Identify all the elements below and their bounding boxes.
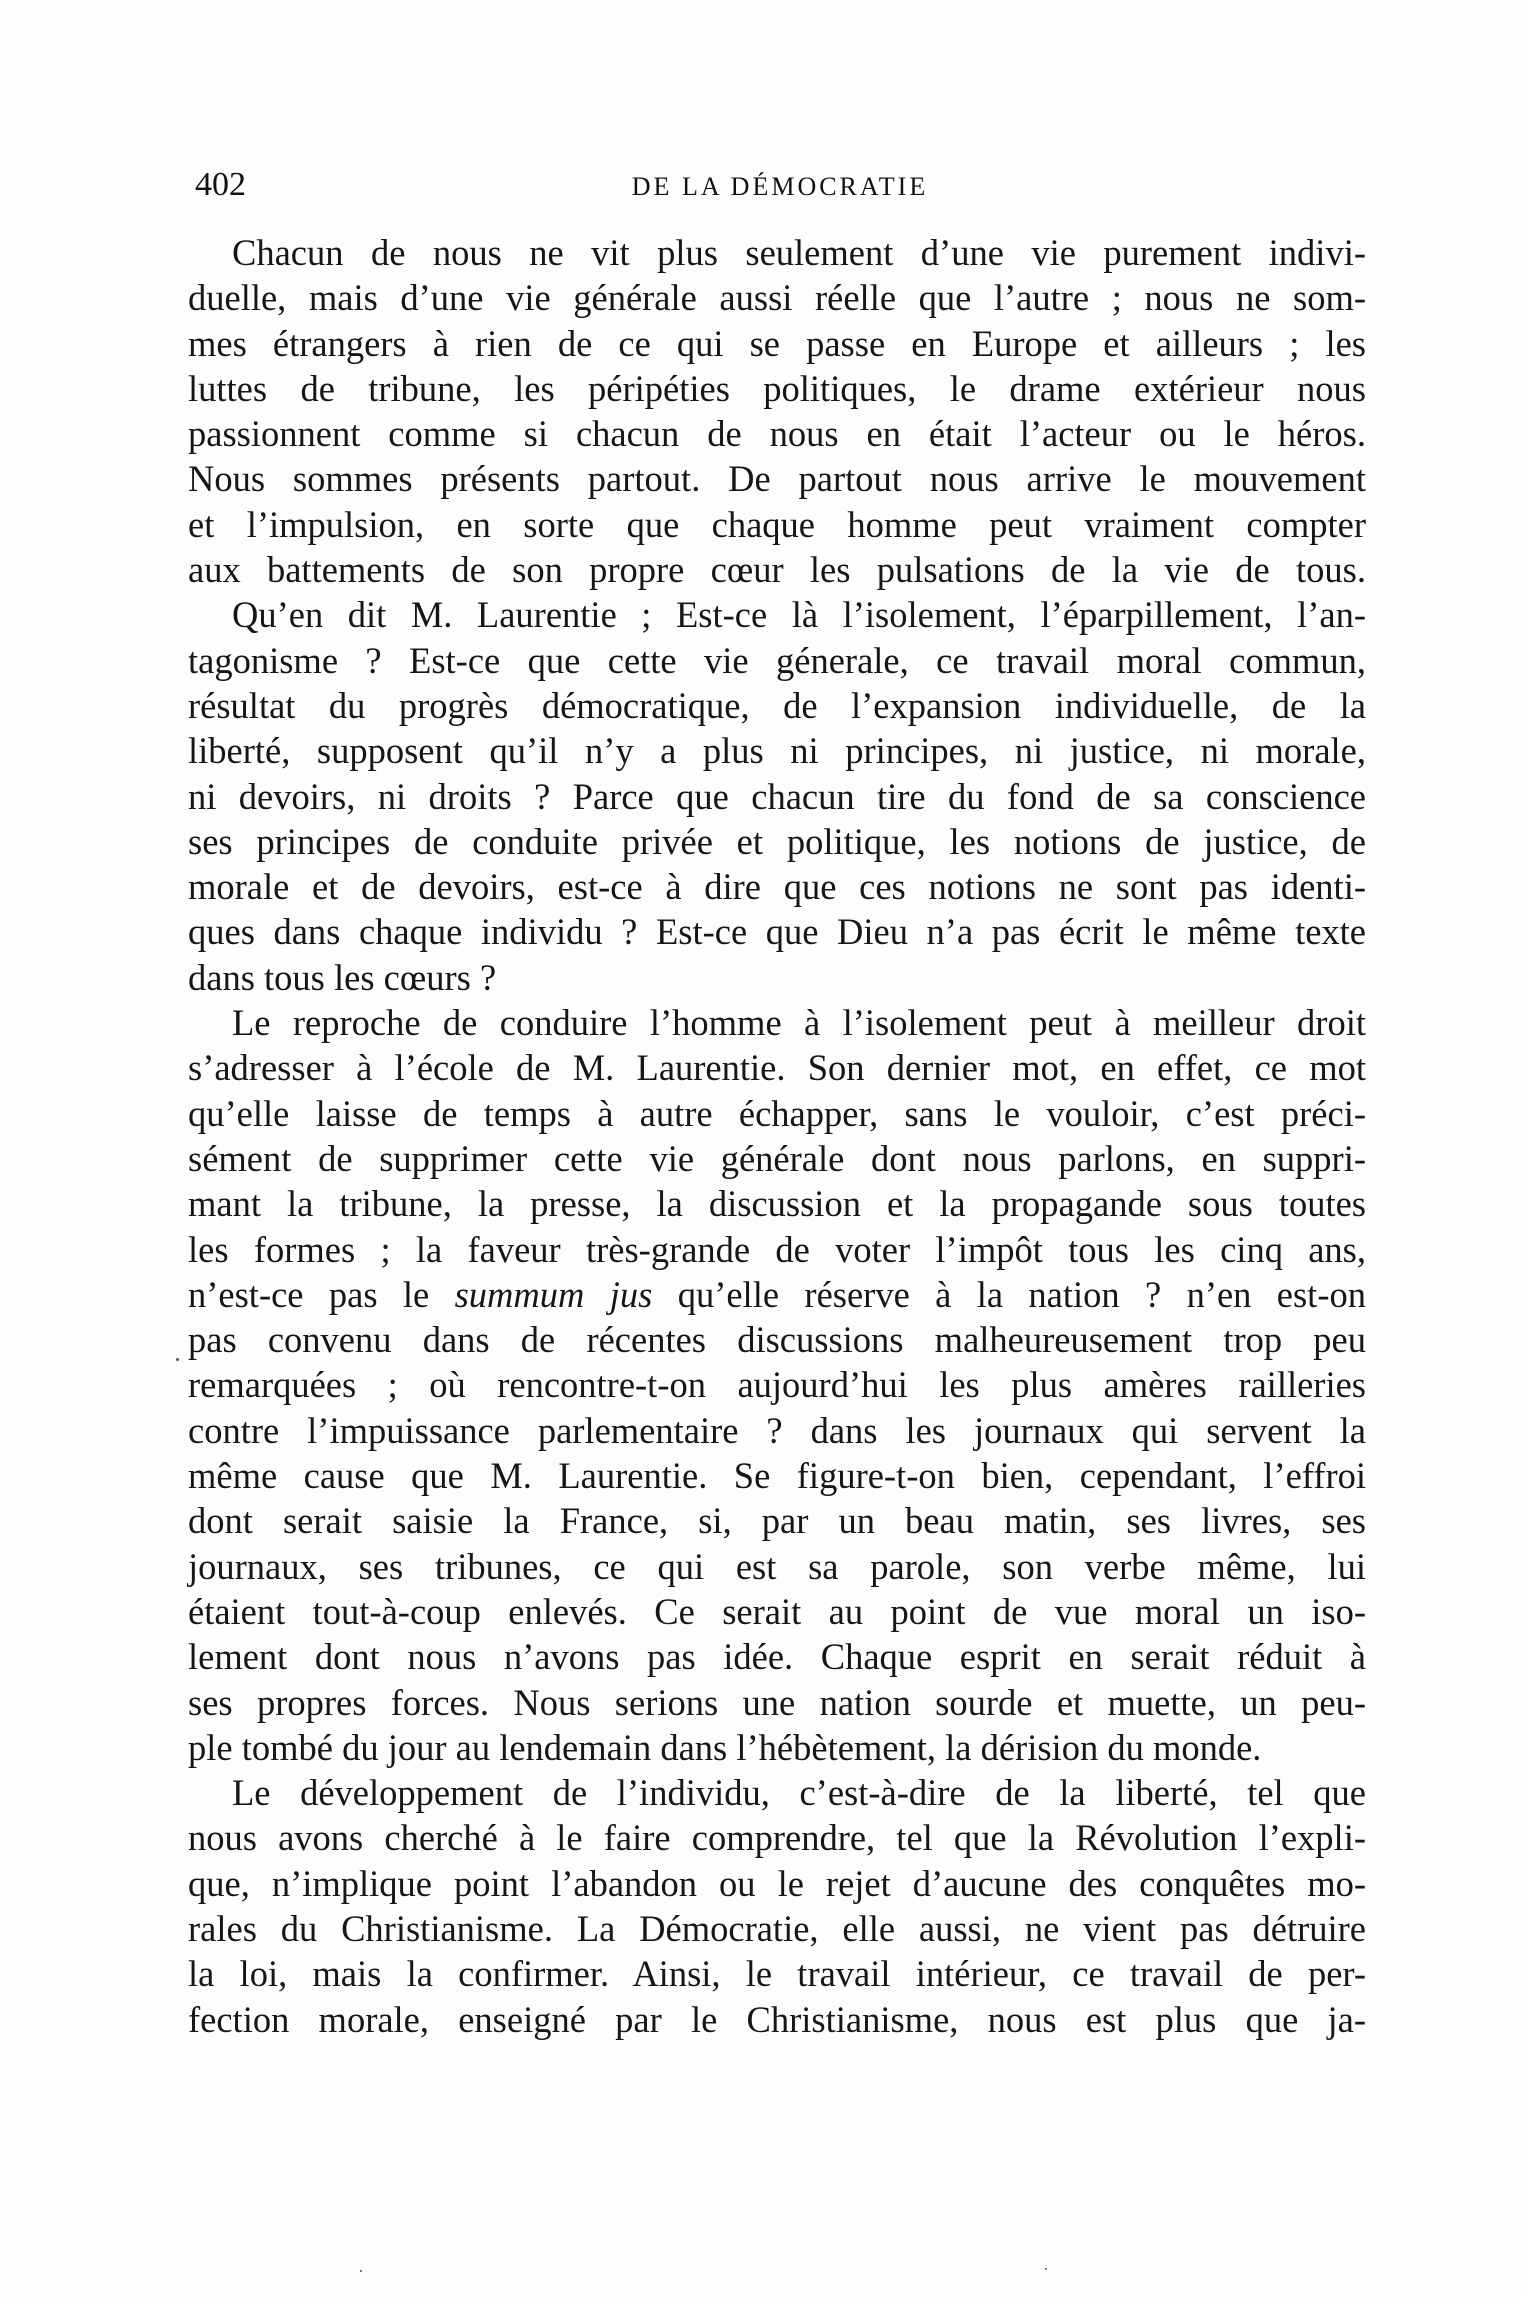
- text-line: morale et de devoirs, est-ce à dire que ces notions ne sont pas identi-: [188, 866, 1366, 908]
- text-line: nous avons cherché à le faire comprendre, tel que la Révolution l’expli-: [188, 1817, 1366, 1859]
- text-line: la loi, mais la confirmer. Ainsi, le travail intérieur, ce travail de per-: [188, 1953, 1366, 1995]
- paragraph-2: [188, 592, 1366, 1000]
- text-line: liberté, supposent qu’il n’y a plus ni principes, ni justice, ni morale,: [188, 730, 1366, 772]
- text-line: mant la tribune, la presse, la discussion et la propagande sous toutes: [188, 1183, 1366, 1225]
- print-speck: [360, 2270, 362, 2272]
- text-line: Chacun de nous ne vit plus seulement d’une vie purement indivi-: [232, 232, 1366, 273]
- text-line: tagonisme ? Est-ce que cette vie génerale, ce travail moral commun,: [188, 639, 1366, 681]
- text-line: dans tous les cœurs ?: [188, 956, 497, 998]
- text-line: journaux, ses tribunes, ce qui est sa parole, son verbe même, lui: [188, 1545, 1366, 1587]
- paragraph-3: [188, 1000, 1366, 1770]
- text-line: luttes de tribune, les péripéties politiques, le drame extérieur nous: [188, 367, 1366, 409]
- text-line: s’adresser à l’école de M. Laurentie. Son dernier mot, en effet, ce mot: [188, 1047, 1366, 1089]
- text-line: Nous sommes présents partout. De partout nous arrive le mouvement: [188, 458, 1366, 500]
- text-line: duelle, mais d’une vie générale aussi réelle que l’autre ; nous ne som-: [188, 277, 1366, 319]
- text-line: dont serait saisie la France, si, par un beau matin, ses livres, ses: [188, 1500, 1366, 1542]
- text-line: Le reproche de conduire l’homme à l’isolement peut à meilleur droit: [232, 1002, 1366, 1044]
- text-line: Le développement de l’individu, c’est-à-dire de la liberté, tel que: [232, 1772, 1366, 1814]
- text-line: passionnent comme si chacun de nous en était l’acteur ou le héros.: [188, 413, 1366, 455]
- text-line: résultat du progrès démocratique, de l’expansion individuelle, de la: [188, 684, 1366, 726]
- text-line: les formes ; la faveur très-grande de voter l’impôt tous les cinq ans,: [188, 1228, 1366, 1270]
- text-line: rales du Christianisme. La Démocratie, elle aussi, ne vient pas détruire: [188, 1907, 1366, 1949]
- text-segment: qu’elle réserve à la nation ? n’en est-on: [652, 1273, 1366, 1315]
- text-line: contre l’impuissance parlementaire ? dans les journaux qui servent la: [188, 1409, 1366, 1451]
- paragraph-4: [188, 1770, 1366, 2042]
- text-line: mes étrangers à rien de ce qui se passe en Europe et ailleurs ; les: [188, 322, 1366, 364]
- text-line: ple tombé du jour au lendemain dans l’hébètement, la dérision du monde.: [188, 1726, 1262, 1768]
- print-speck: [176, 1358, 179, 1361]
- paragraph-1: [188, 230, 1366, 592]
- page-number: 402: [195, 166, 246, 203]
- text-line: ni devoirs, ni droits ? Parce que chacun tire du fond de sa conscience: [188, 775, 1366, 817]
- text-line: que, n’implique point l’abandon ou le rejet d’aucune des conquêtes mo-: [188, 1862, 1366, 1904]
- text-line: sément de supprimer cette vie générale dont nous parlons, en suppri-: [188, 1137, 1366, 1179]
- italic-phrase: summum jus: [454, 1273, 653, 1315]
- text-segment: n’est-ce pas le: [188, 1273, 455, 1315]
- text-line: et l’impulsion, en sorte que chaque homme peut vraiment compter: [188, 503, 1366, 545]
- page-header: [195, 165, 1365, 215]
- text-line: lement dont nous n’avons pas idée. Chaque esprit en serait réduit à: [188, 1636, 1366, 1678]
- text-line: ques dans chaque individu ? Est-ce que Dieu n’a pas écrit le même texte: [188, 911, 1366, 953]
- text-line: pas convenu dans de récentes discussions malheureusement trop peu: [188, 1319, 1366, 1361]
- text-line: Qu’en dit M. Laurentie ; Est-ce là l’isolement, l’éparpillement, l’an-: [232, 594, 1366, 636]
- text-line: étaient tout-à-coup enlevés. Ce serait au point de vue moral un iso-: [188, 1590, 1366, 1632]
- text-line: fection morale, enseigné par le Christianisme, nous est plus que ja-: [188, 1998, 1366, 2040]
- text-line: même cause que M. Laurentie. Se figure-t-on bien, cependant, l’effroi: [188, 1455, 1366, 1497]
- running-title: DE LA DÉMOCRATIE: [631, 172, 929, 201]
- text-line: remarquées ; où rencontre-t-on aujourd’hui les plus amères railleries: [188, 1364, 1366, 1406]
- text-line: ses propres forces. Nous serions une nation sourde et muette, un peu-: [188, 1681, 1366, 1723]
- body-text: [188, 230, 1366, 2042]
- text-line: ses principes de conduite privée et politique, les notions de justice, de: [188, 820, 1366, 862]
- text-line-with-italic: [188, 1272, 1366, 1317]
- print-speck: [1045, 2268, 1047, 2270]
- text-line: qu’elle laisse de temps à autre échapper, sans le vouloir, c’est préci-: [188, 1092, 1366, 1134]
- text-line: aux battements de son propre cœur les pulsations de la vie de tous.: [188, 549, 1366, 591]
